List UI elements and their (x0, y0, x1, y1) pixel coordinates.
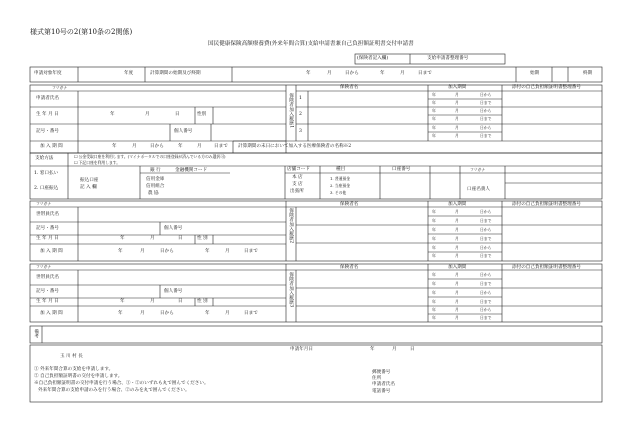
member2-personal-no-label: 個人番号 (164, 289, 183, 294)
period-to-year: 年 (178, 144, 183, 149)
jp-3a-d: 日から (480, 125, 492, 130)
m1-jp-3a-d: 日から (480, 245, 492, 250)
start-label: 始期 (530, 71, 540, 76)
m2-jp-1b-y: 年 (432, 281, 436, 286)
m1-from-month: 月 (140, 249, 145, 254)
m2-birth-day: 日 (178, 299, 183, 304)
jp-3a-m: 月 (455, 125, 459, 130)
m1-jp-3a-y: 年 (432, 245, 436, 250)
period-to-day: 日まで (214, 144, 228, 149)
m1-birth-day: 日 (178, 236, 183, 241)
credit-union-label: 信用組合 (146, 184, 165, 189)
account-type-current[interactable]: 2. 当座預金 (330, 183, 351, 188)
m2-to-month: 月 (225, 311, 230, 316)
m2-jp-2b-d: 日まで (480, 299, 492, 304)
jp-1b-y: 年 (432, 100, 436, 105)
insurer-row-3: 3 (299, 129, 302, 134)
account-no-label: 口座番号 (392, 167, 411, 172)
m1-jp-1a-d: 日から (480, 209, 492, 214)
start-day: 日から (345, 71, 359, 76)
m2-birth-year: 年 (120, 299, 125, 304)
form-number: 様式第10号の2(第10条の2関係) (30, 28, 133, 36)
footer-applicant-name-label: 申請者氏名 (372, 382, 395, 387)
payment-option-public-account[interactable]: ☐ 公金受取口座を利用します。(マイナポータルでの口座登録が済んでいる方のみ選択可) (74, 154, 226, 159)
addressee: 玉 川 村 長 (60, 354, 83, 359)
payment-furigana: フリガナ (470, 167, 485, 172)
member1-personal-no-label: 個人番号 (164, 226, 183, 231)
m1-jp-2a-y: 年 (432, 227, 436, 232)
phone-label: 電話番号 (372, 389, 391, 394)
end-year: 年 (380, 71, 385, 76)
m2-from-month: 月 (140, 311, 145, 316)
note-4: 外来年間合算の支給申請のみを行う場合、②のみを丸で囲んでください。 (38, 388, 190, 393)
applicant-personal-no-label: 個人番号 (174, 129, 193, 134)
account-type-ordinary[interactable]: 1. 普通預金 (330, 176, 351, 181)
end-month: 月 (400, 71, 405, 76)
end-day: 日まで (418, 71, 432, 76)
start-month: 月 (327, 71, 332, 76)
period-from-day: 日から (150, 144, 164, 149)
account-type-label: 種目 (336, 167, 346, 172)
postal-code-label: 郵便番号 (372, 370, 391, 375)
m1-jp-1b-m: 月 (455, 218, 459, 223)
designated-account-label: 振込口座 (80, 178, 99, 183)
payment-transfer[interactable]: 2. 口座振込 (34, 186, 59, 191)
period-label: 計算期間の始期及び終期 (150, 71, 201, 76)
m2-jp-3a-m: 月 (455, 307, 459, 312)
m1-birth-year: 年 (120, 236, 125, 241)
jp-1a-m: 月 (455, 92, 459, 97)
sex-label: 性別 (197, 112, 207, 117)
member1-period-label: 加 入 期 間 (40, 249, 63, 254)
applicant-furigana: フリガナ (52, 85, 67, 90)
m1-jp-1a-y: 年 (432, 209, 436, 214)
m1-jp-1b-d: 日まで (480, 218, 492, 223)
year-unit: 年度 (124, 71, 134, 76)
m1-to-year: 年 (205, 249, 210, 254)
m2-join-period-header: 加入期間 (448, 265, 467, 270)
member2-furigana: フリガナ (36, 264, 51, 269)
m2-jp-2b-m: 月 (455, 299, 459, 304)
base-insurer-note: 計算期間の末日において加入する医療保険者の名称※2 (238, 144, 352, 149)
jp-3b-y: 年 (432, 133, 436, 138)
payment-method-label: 支給方法 (35, 156, 54, 161)
jp-2b-y: 年 (432, 116, 436, 121)
applicant-period-label: 加 入 期 間 (40, 144, 63, 149)
m2-jp-1a-d: 日から (480, 272, 492, 277)
birth-year: 年 (110, 112, 115, 117)
join-period-header: 加入期間 (448, 85, 467, 90)
birth-month: 月 (145, 112, 150, 117)
m1-to-month: 月 (225, 249, 230, 254)
m1-jp-2b-d: 日まで (480, 236, 492, 241)
cert-no-header: 添付の自己負担額証明書整理番号 (512, 85, 581, 90)
jp-1a-y: 年 (432, 92, 436, 97)
jp-2a-y: 年 (432, 108, 436, 113)
member2-period-label: 加 入 期 間 (40, 311, 63, 316)
jp-2b-d: 日まで (480, 116, 492, 121)
remarks-label: 備考 (33, 329, 39, 339)
m2-jp-2a-y: 年 (432, 290, 436, 295)
app-date-day: 日 (410, 347, 415, 352)
m1-from-year: 年 (118, 249, 123, 254)
note-1: ① 外来年間合算の支給を申請します。 (34, 367, 114, 372)
m1-jp-2b-y: 年 (432, 236, 436, 241)
credit-bank-label: 信用金庫 (146, 177, 165, 182)
account-type-other[interactable]: 3. その他 (330, 190, 347, 195)
m2-jp-3b-m: 月 (455, 315, 459, 320)
m1-jp-3a-m: 月 (455, 245, 459, 250)
m1-birth-month: 月 (150, 236, 155, 241)
insurer-history-3-vertical: 保険者加入履歴3 (288, 272, 294, 308)
fill-in-label: 記 入 欄 (80, 185, 97, 190)
m2-jp-1b-d: 日まで (480, 281, 492, 286)
insurer-history-1-vertical: 保険者加入履歴1 (288, 93, 294, 129)
m2-from-year: 年 (118, 311, 123, 316)
applicant-symbol-label: 記号・番号 (36, 129, 59, 134)
insurer-entry-label: (保険者記入欄) (357, 56, 389, 61)
form-title: 国民健康保険高額療養費(外来年間合算)支給申請書兼自己負担額証明書交付申請書 (208, 41, 414, 47)
m1-jp-2b-m: 月 (455, 236, 459, 241)
start-year: 年 (306, 71, 311, 76)
applicant-birth-label: 生 年 月 日 (36, 112, 59, 117)
member2-name-label: 世帯員氏名 (36, 275, 59, 280)
applicant-name-label: 申請者氏名 (36, 96, 59, 101)
office-label: 出張所 (290, 189, 304, 194)
jp-1b-d: 日まで (480, 100, 492, 105)
payment-option-bank-account[interactable]: ☐ 下記口座を利用します。 (74, 160, 121, 165)
address-label: 住所 (372, 376, 382, 381)
jp-2b-m: 月 (455, 116, 459, 121)
m1-jp-1a-m: 月 (455, 209, 459, 214)
insurer-history-2-vertical: 保険者加入履歴2 (288, 208, 294, 244)
period-from-month: 月 (132, 144, 137, 149)
m1-insurer-name-header: 保険者名 (340, 202, 359, 207)
m2-jp-1a-m: 月 (455, 272, 459, 277)
jp-1a-d: 日から (480, 92, 492, 97)
m2-to-day: 日まで (244, 311, 258, 316)
insurer-name-header: 保険者名 (340, 85, 359, 90)
m1-jp-2a-d: 日から (480, 227, 492, 232)
jp-1b-m: 月 (455, 100, 459, 105)
jp-3b-d: 日まで (480, 133, 492, 138)
agri-label: 農 協 (148, 191, 159, 196)
payment-cash[interactable]: 1. 窓口払い (34, 171, 59, 176)
m2-from-day: 日から (160, 311, 174, 316)
m2-jp-1b-m: 月 (455, 281, 459, 286)
jp-2a-d: 日から (480, 108, 492, 113)
m2-cert-no-header: 添付の自己負担額証明書整理番号 (512, 265, 581, 270)
application-date-label: 申請年月日 (290, 347, 313, 352)
m1-join-period-header: 加入期間 (448, 202, 467, 207)
member2-symbol-label: 記号・番号 (36, 289, 59, 294)
period-to-month: 月 (197, 144, 202, 149)
m2-jp-3b-y: 年 (432, 315, 436, 320)
target-year-label: 申請対象年度 (34, 71, 62, 76)
m2-jp-1a-y: 年 (432, 272, 436, 277)
m1-to-day: 日まで (244, 249, 258, 254)
m1-jp-1b-y: 年 (432, 218, 436, 223)
member2-sex-label: 性 別 (197, 299, 208, 304)
member1-sex-label: 性 別 (197, 236, 208, 241)
m2-jp-2a-d: 日から (480, 290, 492, 295)
app-date-month: 月 (392, 347, 397, 352)
end-label: 終期 (583, 71, 593, 76)
jp-3b-m: 月 (455, 133, 459, 138)
member1-birth-label: 生 年 月 日 (36, 236, 59, 241)
note-2: ② 自己負担額証明書の交付を申請します。 (34, 374, 123, 379)
bank-label: 銀 行 (150, 168, 161, 173)
m1-jp-3b-d: 日まで (480, 253, 492, 258)
m2-to-year: 年 (205, 311, 210, 316)
app-date-year: 年 (370, 347, 375, 352)
m2-jp-3a-d: 日から (480, 307, 492, 312)
m1-jp-3b-y: 年 (432, 253, 436, 258)
store-code-label: 店舗コード (287, 167, 310, 172)
m2-insurer-name-header: 保険者名 (340, 265, 359, 270)
m1-jp-3b-m: 月 (455, 253, 459, 258)
insurer-row-2: 2 (299, 112, 302, 117)
m1-cert-no-header: 添付の自己負担額証明書整理番号 (512, 202, 581, 207)
member1-symbol-label: 記号・番号 (36, 226, 59, 231)
account-holder-label: 口座名義人 (467, 187, 490, 192)
insurer-row-1: 1 (299, 96, 302, 101)
head-office-label: 本 店 (292, 175, 303, 180)
member2-birth-label: 生 年 月 日 (36, 299, 59, 304)
m2-jp-2a-m: 月 (455, 290, 459, 295)
member1-furigana: フリガナ (36, 201, 51, 206)
jp-2a-m: 月 (455, 108, 459, 113)
m1-jp-2a-m: 月 (455, 227, 459, 232)
period-from-year: 年 (112, 144, 117, 149)
branch-label: 支 店 (292, 182, 303, 187)
m2-birth-month: 月 (150, 299, 155, 304)
jp-3a-y: 年 (432, 125, 436, 130)
claim-number-label: 支給申請書整理番号 (427, 56, 469, 61)
member1-name-label: 世帯員氏名 (36, 212, 59, 217)
fin-code-label: 金融機関コード (175, 168, 208, 173)
m2-jp-3b-d: 日まで (480, 315, 492, 320)
m1-from-day: 日から (160, 249, 174, 254)
m2-jp-2b-y: 年 (432, 299, 436, 304)
birth-day: 日 (175, 112, 180, 117)
m2-jp-3a-y: 年 (432, 307, 436, 312)
note-3: ※自己負担額証明書の交付申請を行う場合、①・②のいずれも丸で囲んでください。 (34, 381, 209, 386)
